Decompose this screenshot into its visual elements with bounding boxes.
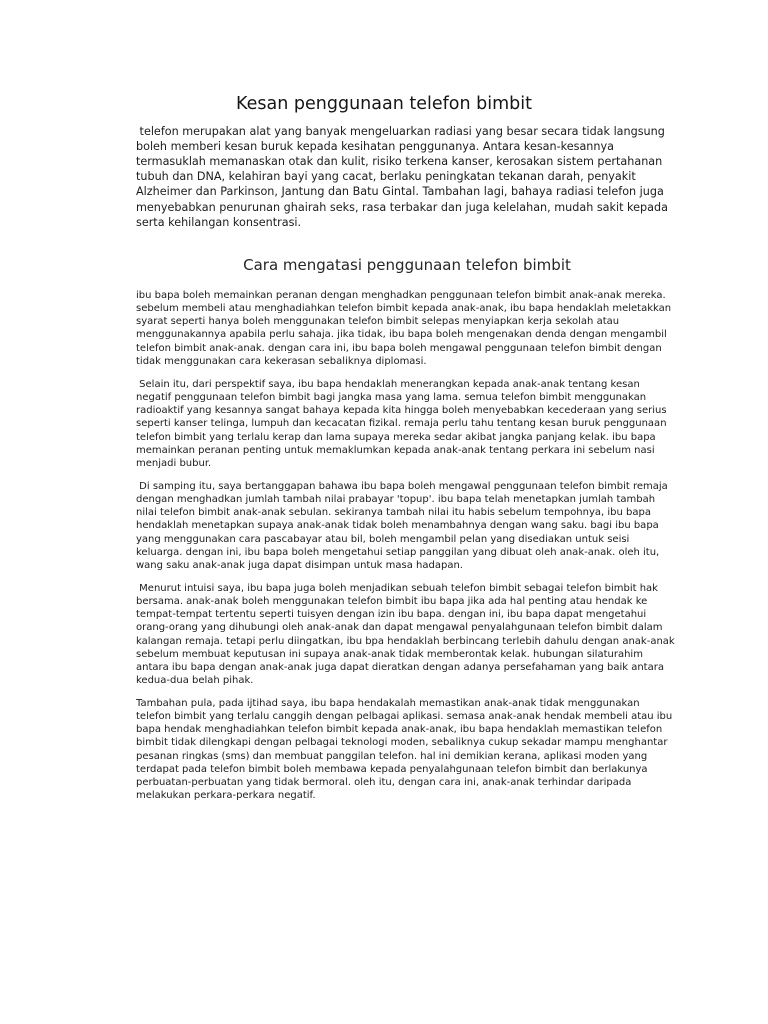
text-line: perbuatan-perbuatan yang tidak bermoral. oleh itu, dengan cara ini, anak-anak terhindar daripada — [136, 776, 632, 788]
text-line: ibu bapa boleh memainkan peranan dengan menghadkan penggunaan telefon bimbit anak-anak mereka. — [136, 290, 666, 301]
section-heading: Cara mengatasi penggunaan telefon bimbit — [243, 256, 571, 274]
text-line: bersama. anak-anak boleh menggunakan telefon bimbit ibu bapa jika ada hal penting atau hendak ke — [136, 596, 648, 608]
text-line: yang menggunakan cara pascabayar atau bil, boleh mengambil pelan yang disediakan untuk seisi — [136, 533, 630, 545]
text-line: menyebabkan penurunan ghairah seks, rasa terbakar dan juga kelelahan, mudah sakit kepada — [136, 200, 668, 214]
text-line: nilai telefon bimbit anak-anak sebulan. sekiranya tambah nilai itu habis sebelum tempohnya, ibu bapa — [136, 507, 651, 519]
text-line: hendaklah menetapkan supaya anak-anak tidak boleh menambahnya dengan wang saku. bagi ibu bapa — [136, 520, 659, 532]
text-line: serta kehilangan konsentrasi. — [136, 215, 302, 229]
text-line: wang saku anak-anak juga dapat disimpan untuk masa hadapan. — [136, 559, 463, 571]
text-line: radioaktif yang kesannya sangat bahaya kepada kita hingga boleh menyebabkan kecederaan yang serius — [136, 405, 667, 417]
text-line: bimbit tidak dilengkapi dengan pelbagai teknologi moden, sebaliknya cukup sekadar mampu menghantar — [136, 737, 668, 749]
text-line: sebelum membuat keputusan ini supaya anak-anak tidak memberontak kelak. hubungan silaturahim — [136, 648, 643, 660]
document-title: Kesan penggunaan telefon bimbit — [236, 94, 532, 114]
text-line: Selain itu, dari perspektif saya, ibu bapa hendaklah menerangkan kepada anak-anak tentang kesan — [136, 379, 640, 390]
text-line: termasuklah memanaskan otak dan kulit, risiko terkena kanser, kerosakan sistem pertahanan — [136, 154, 663, 168]
text-line: kalangan remaja. tetapi perlu diingatkan, ibu bpa hendaklah berbincang terlebih dahulu dengan anak-anak — [136, 635, 675, 647]
text-line: melakukan perkara-perkara negatif. — [136, 790, 316, 802]
text-line: Menurut intuisi saya, ibu bapa juga boleh menjadikan sebuah telefon bimbit sebagai telefon bimbit hak — [136, 583, 658, 594]
body-paragraph-5 — [136, 697, 736, 802]
text-line: boleh memberi kesan buruk kepada kesihatan penggunanya. Antara kesan-kesannya — [136, 139, 614, 153]
text-line: tempat-tempat tertentu seperti tuisyen dengan izin ibu bapa. dengan ini, ibu bapa dapat mengetahui — [136, 609, 647, 621]
text-line: tidak menggunakan cara kekerasan sebaliknya diplomasi. — [136, 355, 427, 367]
text-line: menggunakannya apabila perlu sahaja. jika tidak, ibu bapa boleh mengenakan denda dengan mengambil — [136, 329, 667, 341]
text-line: Alzheimer dan Parkinson, Jantung dan Batu Gintal. Tambahan lagi, bahaya radiasi telefon juga — [136, 185, 664, 199]
body-paragraph-2 — [136, 378, 736, 470]
text-line: negatif penggunaan telefon bimbit bagi jangka masa yang lama. semua telefon bimbit menggunakan — [136, 392, 647, 404]
text-line: memainkan peranan penting untuk memaklumkan kepada anak-anak tentang perkara ini sebelum nasi — [136, 444, 655, 456]
text-line: kedua-dua belah pihak. — [136, 675, 254, 687]
text-line: pesanan ringkas (sms) dan membuat panggilan telefon. hal ini demikian kerana, aplikasi moden yang — [136, 750, 648, 762]
text-line: keluarga. dengan ini, ibu bapa boleh mengetahui setiap panggilan yang dibuat oleh anak-anak. oleh itu, — [136, 546, 660, 558]
text-line: Tambahan pula, pada ijtihad saya, ibu bapa hendakalah memastikan anak-anak tidak menggunakan — [136, 698, 640, 709]
text-line: dengan menghadkan jumlah tambah nilai prabayar 'topup'. ibu bapa telah menetapkan jumlah tambah — [136, 494, 656, 506]
body-paragraph-4 — [136, 582, 736, 687]
text-line: telefon bimbit anak-anak. dengan cara ini, ibu bapa boleh mengawal penggunaan telefon bimbit dengan — [136, 342, 662, 354]
text-line: bapa hendak menghadiahkan telefon bimbit kepada anak-anak, ibu bapa hendaklah memastikan telefon — [136, 724, 663, 736]
text-line: menjadi bubur. — [136, 457, 212, 469]
text-line: orang-orang yang dihubungi oleh anak-anak dan dapat mengawal penyalahgunaan telefon bimbit dalam — [136, 622, 663, 634]
text-line: seperti kanser telinga, lumpuh dan kecacatan fizikal. remaja perlu tahu tentang kesan buruk penggunaan — [136, 418, 667, 430]
text-line: telefon bimbit yang terlalu canggih dengan pelbagai aplikasi. semasa anak-anak hendak membeli atau ibu — [136, 711, 673, 723]
text-line: Di samping itu, saya bertanggapan bahawa ibu bapa boleh mengawal penggunaan telefon bimbit remaja — [136, 481, 668, 492]
text-line: terdapat pada telefon bimbit boleh membawa kepada penyalahgunaan telefon bimbit dan berlakunya — [136, 763, 648, 775]
text-line: antara ibu bapa dengan anak-anak juga dapat dieratkan dengan adanya persefahaman yang baik antara — [136, 661, 664, 673]
intro-paragraph — [136, 124, 736, 230]
body-paragraph-3 — [136, 480, 736, 572]
text-line: sebelum membeli atau menghadiahkan telefon bimbit kepada anak-anak, ibu bapa hendaklah meletakkan — [136, 303, 672, 315]
text-line: telefon merupakan alat yang banyak mengeluarkan radiasi yang besar secara tidak langsung — [136, 124, 665, 138]
text-line: telefon bimbit yang terlalu kerap dan lama supaya mereka sedar akibat jangka panjang kelak. ibu bapa — [136, 431, 656, 443]
body-paragraph-1 — [136, 289, 736, 368]
text-line: tubuh dan DNA, kelahiran bayi yang cacat, berlaku peningkatan tekanan darah, penyakit — [136, 170, 636, 184]
text-line: syarat seperti hanya boleh menggunakan telefon bimbit selepas menyiapkan kerja sekolah atau — [136, 316, 620, 328]
